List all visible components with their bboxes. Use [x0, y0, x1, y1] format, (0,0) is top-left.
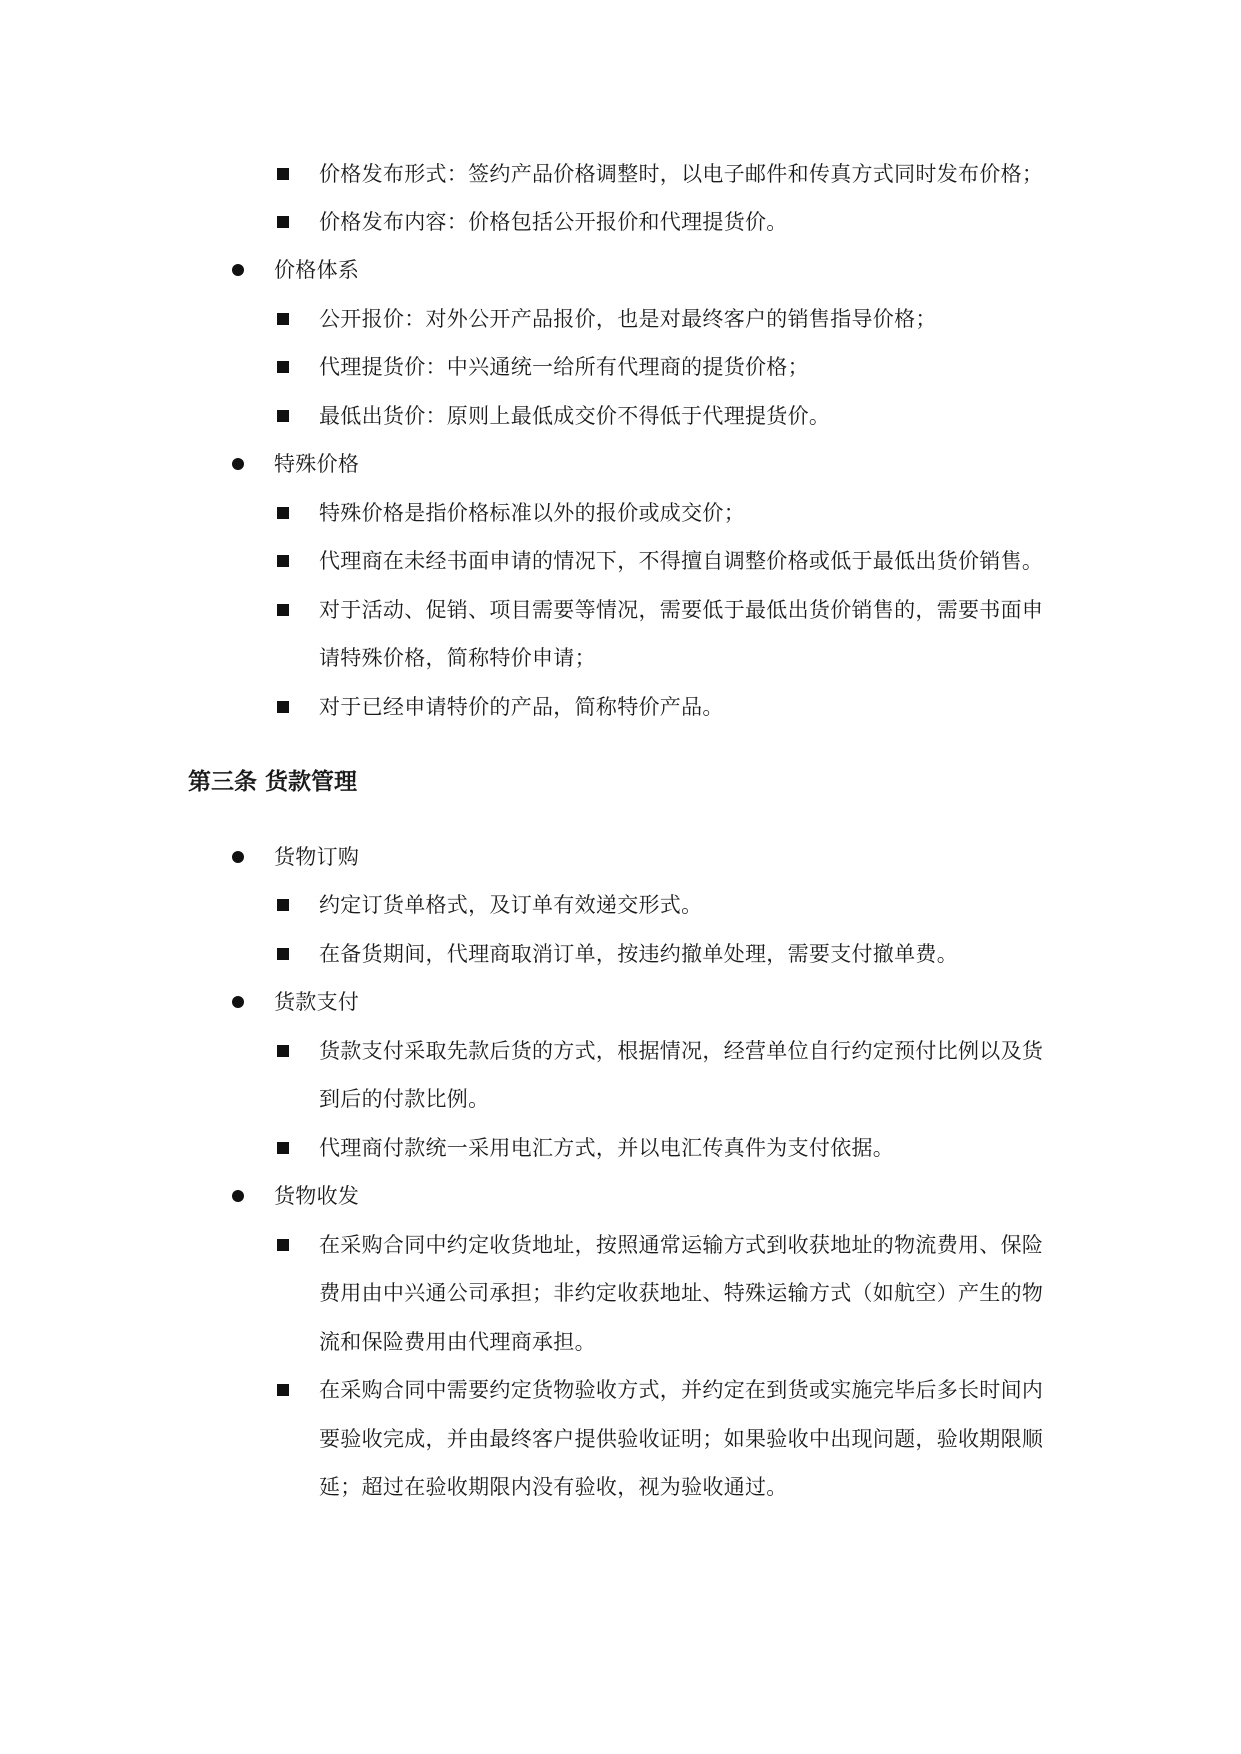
- square-bullet-icon: [277, 410, 289, 422]
- list-item: 货款支付采取先款后货的方式，根据情况，经营单位自行约定预付比例以及货: [319, 1039, 1044, 1063]
- list-item: 约定订货单格式，及订单有效递交形式。: [319, 893, 703, 917]
- list-item: 公开报价：对外公开产品报价，也是对最终客户的销售指导价格；: [319, 307, 937, 331]
- round-bullet-icon: [232, 264, 244, 276]
- square-bullet-icon: [277, 948, 289, 960]
- list-item-continuation: 流和保险费用由代理商承担。: [319, 1330, 596, 1354]
- list-item: 代理提货价：中兴通统一给所有代理商的提货价格；: [319, 355, 809, 379]
- square-bullet-icon: [277, 701, 289, 713]
- square-bullet-icon: [277, 1045, 289, 1057]
- square-bullet-icon: [277, 1239, 289, 1251]
- square-bullet-icon: [277, 168, 289, 180]
- list-item-continuation: 费用由中兴通公司承担；非约定收获地址、特殊运输方式（如航空）产生的物: [319, 1281, 1044, 1305]
- bullet-heading: 价格体系: [274, 258, 360, 282]
- square-bullet-icon: [277, 899, 289, 911]
- round-bullet-icon: [232, 458, 244, 470]
- list-item: 代理商在未经书面申请的情况下，不得擅自调整价格或低于最低出货价销售。: [319, 549, 1044, 573]
- list-item: 对于活动、促销、项目需要等情况，需要低于最低出货价销售的，需要书面申: [319, 598, 1044, 622]
- list-item: 最低出货价：原则上最低成交价不得低于代理提货价。: [319, 404, 831, 428]
- list-item: 对于已经申请特价的产品，简称特价产品。: [319, 695, 724, 719]
- square-bullet-icon: [277, 361, 289, 373]
- list-item-continuation: 请特殊价格，简称特价申请；: [319, 646, 596, 670]
- list-item: 特殊价格是指价格标准以外的报价或成交价；: [319, 501, 745, 525]
- list-item: 价格发布内容：价格包括公开报价和代理提货价。: [319, 210, 788, 234]
- bullet-heading: 货款支付: [274, 990, 360, 1014]
- bullet-heading: 特殊价格: [274, 452, 360, 476]
- square-bullet-icon: [277, 1142, 289, 1154]
- list-item: 价格发布形式：签约产品价格调整时，以电子邮件和传真方式同时发布价格；: [319, 162, 1044, 186]
- bullet-heading: 货物收发: [274, 1184, 360, 1208]
- list-item: 在采购合同中约定收货地址，按照通常运输方式到收获地址的物流费用、保险: [319, 1233, 1044, 1257]
- square-bullet-icon: [277, 216, 289, 228]
- list-item-continuation: 延；超过在验收期限内没有验收，视为验收通过。: [319, 1475, 788, 1499]
- section-heading: 第三条 货款管理: [188, 769, 358, 795]
- square-bullet-icon: [277, 555, 289, 567]
- round-bullet-icon: [232, 996, 244, 1008]
- square-bullet-icon: [277, 1384, 289, 1396]
- list-item: 在备货期间，代理商取消订单，按违约撤单处理，需要支付撤单费。: [319, 942, 958, 966]
- square-bullet-icon: [277, 604, 289, 616]
- list-item-continuation: 到后的付款比例。: [319, 1087, 490, 1111]
- square-bullet-icon: [277, 507, 289, 519]
- list-item: 在采购合同中需要约定货物验收方式，并约定在到货或实施完毕后多长时间内: [319, 1378, 1044, 1402]
- square-bullet-icon: [277, 313, 289, 325]
- list-item: 代理商付款统一采用电汇方式，并以电汇传真件为支付依据。: [319, 1136, 895, 1160]
- list-item-continuation: 要验收完成，并由最终客户提供验收证明；如果验收中出现问题，验收期限顺: [319, 1427, 1044, 1451]
- round-bullet-icon: [232, 1190, 244, 1202]
- round-bullet-icon: [232, 851, 244, 863]
- bullet-heading: 货物订购: [274, 845, 360, 869]
